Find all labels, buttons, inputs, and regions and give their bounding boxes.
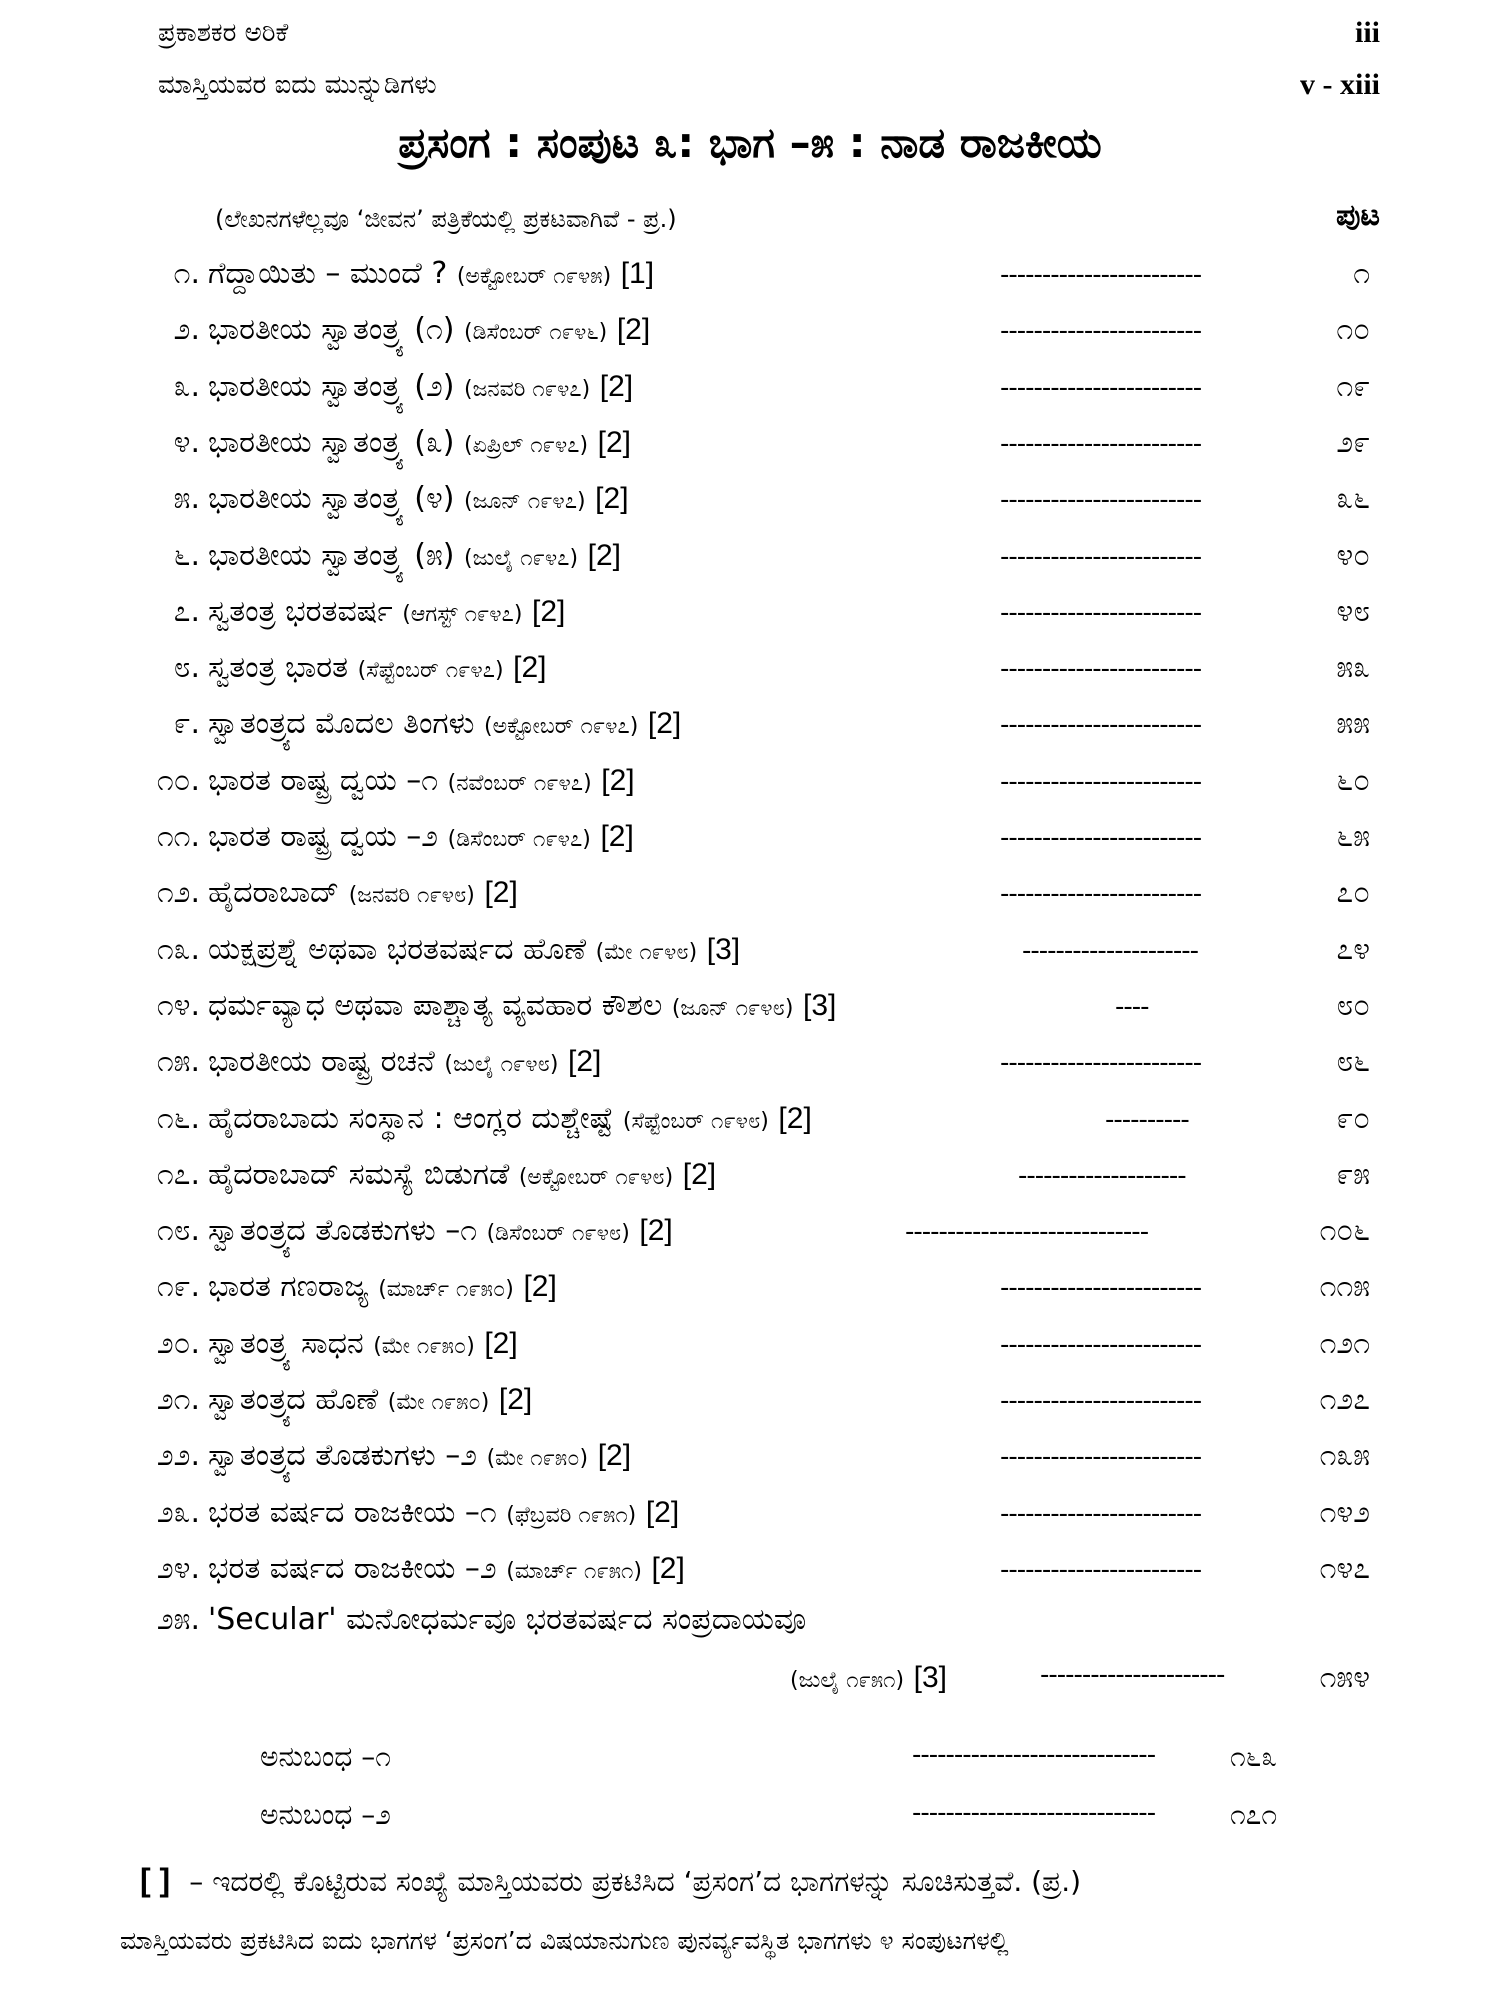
entry-date: (ಅಕ್ಟೋಬರ್ ೧೯೪೮)	[518, 1164, 674, 1190]
entry-title: ಭಾರತ ರಾಷ್ಟ್ರ ದ್ವಯ –೧	[208, 762, 439, 798]
entry-title-line	[208, 1044, 601, 1079]
entry-date: (ಡಿಸೆಂಬರ್ ೧೯೪೬)	[464, 320, 608, 346]
entry-title-line	[208, 256, 654, 291]
entry-title: ಯಕ್ಷಪ್ರಶ್ನೆ ಅಥವಾ ಭರತವರ್ಷದ ಹೊಣೆ	[208, 931, 587, 967]
entry-title: ಸ್ವತಂತ್ರ ಭರತವರ್ಷ	[208, 593, 393, 629]
entry-page: ೧೪೭	[1319, 1550, 1370, 1586]
page-column-heading: ಪುಟ	[1335, 198, 1380, 233]
entry-number: ೨೦.	[156, 1325, 200, 1361]
toc-entry[interactable]	[0, 1438, 1500, 1492]
leader-dashes: ----------------------	[1040, 1660, 1225, 1690]
toc-entry[interactable]	[0, 875, 1500, 929]
entry-page: ೩೬	[1336, 481, 1370, 517]
entry-title: ಭರತ ವರ್ಷದ ರಾಜಕೀಯ –೧	[208, 1494, 497, 1530]
footnote-1	[140, 1862, 1081, 1899]
entry-title-line	[208, 1438, 631, 1473]
entry-title-line	[208, 425, 631, 460]
entry-title-line	[208, 819, 634, 854]
leader-dashes: ----	[1115, 991, 1149, 1022]
toc-entry[interactable]	[0, 1044, 1500, 1098]
toc-entry[interactable]	[0, 1101, 1500, 1155]
source-note: (ಲೇಖನಗಳೆಲ್ಲವೂ ‘ಜೀವನ’ ಪತ್ರಿಕೆಯಲ್ಲಿ ಪ್ರಕಟವಾಗಿವೆ - ಪ್ರ.)	[215, 205, 677, 233]
entry-title-line	[208, 1382, 532, 1417]
entry-number: ೧೮.	[156, 1213, 200, 1249]
entry-date: (ಡಿಸೆಂಬರ್ ೧೯೪೮)	[486, 1221, 630, 1247]
entry-date: (ಏಪ್ರಿಲ್ ೧೯೪೭)	[464, 432, 589, 458]
entry-title-line	[208, 481, 629, 516]
entry-title: ಭಾರತೀಯ ಸ್ವಾತಂತ್ರ್ಯ (೨)	[208, 368, 455, 404]
entry-title-line	[208, 1213, 673, 1248]
entry-date: (ಜುಲೈ ೧೯೪೮)	[444, 1052, 559, 1078]
footnote-text: – ಇದರಲ್ಲಿ ಕೊಟ್ಟಿರುವ ಸಂಖ್ಯೆ ಮಾಸ್ತಿಯವರು ಪ್ರಕಟಿಸಿದ ‘ಪ್ರಸಂಗ’ದ ಭಾಗಗಳನ್ನು ಸೂಚಿಸುತ್ತವೆ. (ಪ್ರ.)	[189, 1865, 1082, 1898]
entry-date: (ಆಗಸ್ಟ್ ೧೯೪೭)	[402, 601, 523, 627]
entry-page: ೭೦	[1336, 875, 1370, 911]
entry-page: ೬೦	[1336, 762, 1370, 798]
entry-title-line	[208, 1101, 812, 1136]
entry-page: ೧೨೧	[1319, 1325, 1370, 1361]
entry-ref: [2]	[523, 1270, 557, 1304]
leader-dashes: ------------------------	[1000, 710, 1202, 741]
entry-page: ೧೦	[1336, 312, 1370, 348]
appendix-label: ಅನುಬಂಧ –೨	[260, 1798, 391, 1831]
entry-date: (ಅಕ್ಟೋಬರ್ ೧೯೪೭)	[483, 714, 639, 740]
leader-dashes: ------------------------	[1000, 1273, 1202, 1304]
leader-dashes: ------------------------	[1000, 1498, 1202, 1529]
entry-title: ಭಾರತೀಯ ಸ್ವಾತಂತ್ರ್ಯ (೩)	[208, 424, 455, 460]
entry-page: ೧೧೫	[1319, 1269, 1370, 1305]
entry-ref: [2]	[682, 1157, 717, 1191]
entry-page: ೧೦೬	[1319, 1213, 1370, 1249]
entry-number: ೧೧.	[156, 819, 200, 854]
leader-dashes: ------------------------	[1000, 372, 1202, 403]
leader-dashes: ------------------------	[1000, 823, 1202, 853]
entry-number: ೨.	[173, 312, 200, 348]
entry-page: ೬೫	[1336, 819, 1370, 854]
entry-title-line	[208, 1326, 518, 1361]
entry-title-line	[208, 650, 546, 685]
entry-title-line	[208, 1495, 679, 1530]
leader-dashes: ------------------------	[1000, 879, 1202, 910]
entry-page: ೫೩	[1336, 650, 1370, 686]
leader-dashes: -----------------------------	[912, 1798, 1156, 1828]
entry-ref: [1]	[620, 257, 655, 290]
leader-dashes: ------------------------	[1000, 1554, 1202, 1585]
entry-number: ೭.	[173, 593, 200, 629]
entry-title-line	[208, 875, 518, 910]
toc-entry[interactable]	[0, 1326, 1500, 1380]
toc-entry[interactable]	[0, 988, 1500, 1042]
entry-ref: [2]	[651, 1551, 685, 1585]
toc-entry[interactable]	[0, 369, 1500, 423]
entry-title-line	[208, 594, 565, 629]
toc-entry[interactable]	[0, 819, 1500, 873]
toc-entry[interactable]	[0, 481, 1500, 535]
entry-date: (ಮೇ ೧೯೫೦)	[387, 1390, 490, 1415]
front-item-label: ಪ್ರಕಾಶಕರ ಅರಿಕೆ	[158, 18, 289, 48]
entry-number: ೨೧.	[156, 1382, 200, 1417]
appendix-page: ೧೬೩	[1230, 1740, 1278, 1773]
leader-dashes: ------------------------	[1000, 316, 1202, 347]
entry-page: ೯೫	[1336, 1156, 1370, 1192]
leader-dashes: ------------------------	[1000, 485, 1202, 516]
entry-number: ೧೭.	[156, 1156, 200, 1192]
entry-title: ಸ್ವಾತಂತ್ರ್ಯ ಸಾಧನ	[208, 1325, 364, 1361]
entry-number: ೧.	[173, 256, 200, 291]
toc-entry[interactable]	[0, 1495, 1500, 1549]
front-item-page: iii	[1354, 16, 1380, 49]
entry-page: ೧	[1353, 256, 1370, 291]
leader-dashes: ----------	[1105, 1104, 1189, 1135]
entry-title: ಭರತ ವರ್ಷದ ರಾಜಕೀಯ –೨	[208, 1550, 497, 1586]
entry-page: ೧೨೭	[1319, 1382, 1370, 1417]
leader-dashes: ------------------------	[1000, 1048, 1202, 1079]
appendix-label: ಅನುಬಂಧ –೧	[260, 1740, 391, 1773]
entry-title: ಹೈದರಾಬಾದು ಸಂಸ್ಥಾನ : ಆಂಗ್ಲರ ದುಶ್ಚೇಷ್ಟೆ	[208, 1100, 614, 1136]
entry-ref: [2]	[647, 707, 682, 741]
entry-date: (ಮೇ ೧೯೫೦)	[486, 1446, 589, 1472]
entry-page: ೨೯	[1336, 424, 1370, 460]
entry-ref: [2]	[513, 651, 547, 685]
entry-title: ಭಾರತೀಯ ಸ್ವಾತಂತ್ರ್ಯ (೫)	[208, 537, 455, 573]
toc-entry[interactable]	[0, 425, 1500, 479]
entry-date: (ಮೇ ೧೯೪೮)	[595, 939, 698, 965]
appendix-page: ೧೭೧	[1230, 1798, 1278, 1831]
entry-date: (ಮೇ ೧೯೫೦)	[373, 1333, 475, 1359]
leader-dashes: ------------------------	[1000, 1386, 1202, 1416]
entry-ref: [2]	[616, 313, 651, 347]
front-item-label: ಮಾಸ್ತಿಯವರ ಐದು ಮುನ್ನುಡಿಗಳು	[158, 70, 437, 100]
entry-title: 'Secular' ಮನೋಧರ್ಮವೂ ಭರತವರ್ಷದ ಸಂಪ್ರದಾಯವೂ	[208, 1602, 807, 1637]
leader-dashes: ------------------------	[1000, 766, 1202, 797]
appendix-row[interactable]	[0, 1740, 1500, 1790]
toc-entry[interactable]	[0, 650, 1500, 704]
entry-page: ೮೦	[1336, 987, 1370, 1023]
entry-number: ೧೫.	[156, 1044, 200, 1080]
entry-title-line	[208, 988, 836, 1023]
entry-ref: [3]	[913, 1661, 947, 1694]
entry-page: ೪೮	[1336, 593, 1370, 629]
entry-date: (ಜನವರಿ ೧೯೪೭)	[464, 376, 591, 402]
entry-number: ೮.	[173, 650, 200, 686]
entry-ref: [2]	[601, 763, 635, 797]
entry-title: ಸ್ವಾತಂತ್ರ್ಯದ ಹೊಣೆ	[208, 1382, 379, 1417]
entry-title: ಧರ್ಮವ್ಯಾಧ ಅಥವಾ ಪಾಶ್ಚಾತ್ಯ ವ್ಯವಹಾರ ಕೌಶಲ	[208, 987, 663, 1023]
entry-ref: [2]	[778, 1101, 812, 1135]
entry-page: ೭೪	[1336, 931, 1370, 967]
entry-title-line	[208, 932, 740, 967]
toc-entry[interactable]	[0, 1269, 1500, 1323]
entry-title: ಸ್ವಾತಂತ್ರ್ಯದ ತೊಡಕುಗಳು –೨	[208, 1438, 478, 1474]
leader-dashes: ------------------------	[1000, 428, 1202, 459]
entry-date: (ಮಾರ್ಚ್ ೧೯೫೧)	[506, 1558, 642, 1584]
leader-dashes: -----------------------------	[912, 1740, 1156, 1770]
toc-entry[interactable]	[0, 1551, 1500, 1605]
toc-entry[interactable]	[0, 538, 1500, 592]
entry-title-line	[208, 538, 621, 573]
entry-date: (ಜನವರಿ ೧೯೪೮)	[348, 883, 475, 909]
toc-entry[interactable]	[0, 1213, 1500, 1267]
entry-number: ೨೨.	[156, 1438, 200, 1474]
leader-dashes: ------------------------	[1000, 654, 1202, 685]
entry-ref: [2]	[484, 876, 518, 910]
toc-entry-25[interactable]	[0, 1602, 1500, 1712]
entry-page: ೧೯	[1336, 368, 1370, 404]
leader-dashes: ------------------------	[1000, 1442, 1202, 1473]
entry-number: ೯.	[173, 706, 200, 742]
entry-title-line	[208, 706, 681, 741]
leader-dashes: ------------------------	[1000, 1329, 1202, 1360]
entry-title-line	[208, 312, 650, 347]
entry-page: ೫೫	[1336, 706, 1370, 742]
entry-date: (ಜೂನ್ ೧೯೪೭)	[464, 489, 586, 515]
appendix-row[interactable]	[0, 1798, 1500, 1848]
leader-dashes: ------------------------	[1000, 260, 1202, 290]
entry-ref: [2]	[484, 1326, 518, 1360]
toc-entry[interactable]	[0, 1382, 1500, 1436]
entry-number: ೧೪.	[156, 987, 200, 1023]
entry-page: ೧೫೪	[1319, 1660, 1370, 1695]
toc-entry[interactable]	[0, 1157, 1500, 1211]
entry-page: ೯೦	[1336, 1100, 1370, 1136]
entry-title: ಗೆದ್ದಾಯಿತು – ಮುಂದೆ ?	[208, 256, 448, 291]
entry-date: (ಜೂನ್ ೧೯೪೮)	[671, 995, 794, 1021]
entry-date: (ನವೆಂಬರ್ ೧೯೪೭)	[447, 770, 592, 796]
entry-title: ಸ್ವತಂತ್ರ ಭಾರತ	[208, 650, 349, 686]
entry-number: ೨೪.	[156, 1550, 200, 1586]
toc-entry[interactable]	[0, 594, 1500, 648]
entry-date: (ಅಕ್ಟೋಬರ್ ೧೯೪೫)	[456, 264, 612, 289]
entry-page: ೧೪೨	[1319, 1494, 1370, 1530]
entry-ref: [2]	[600, 820, 634, 853]
entry-date: (ಸೆಪ್ಟೆಂಬರ್ ೧೯೪೮)	[622, 1108, 769, 1134]
entry-title-line	[208, 1551, 685, 1586]
entry-ref: [2]	[498, 1383, 533, 1416]
toc-entry[interactable]	[0, 763, 1500, 817]
toc-entry[interactable]	[0, 706, 1500, 760]
entry-number: ೬.	[173, 537, 200, 573]
entry-number: ೪.	[173, 424, 200, 460]
leader-dashes: ------------------------	[1000, 541, 1202, 572]
entry-title-line	[208, 763, 635, 798]
entry-title: ಭಾರತ ಗಣರಾಜ್ಯ	[208, 1269, 369, 1305]
entry-page: ೪೦	[1336, 537, 1370, 573]
leader-dashes: -----------------------------	[905, 1217, 1149, 1248]
entry-ref: [2]	[587, 538, 621, 572]
entry-ref: [3]	[803, 988, 837, 1022]
entry-number: ೫.	[173, 481, 200, 517]
entry-date: (ಡಿಸೆಂಬರ್ ೧೯೪೭)	[447, 827, 591, 852]
entry-number: ೧೦.	[156, 762, 200, 798]
entry-date: (ಜುಲೈ ೧೯೫೧)	[790, 1668, 905, 1693]
entry-number: ೨೫.	[156, 1602, 200, 1637]
entry-title: ಸ್ವಾತಂತ್ರ್ಯದ ತೊಡಕುಗಳು –೧	[208, 1213, 478, 1249]
entry-ref: [2]	[645, 1495, 680, 1529]
leader-dashes: ------------------------	[1000, 597, 1202, 628]
entry-title-line	[208, 1269, 557, 1304]
entry-title: ಭಾರತ ರಾಷ್ಟ್ರ ದ್ವಯ –೨	[208, 819, 439, 854]
entry-title: ಹೈದರಾಬಾದ್	[208, 875, 340, 911]
front-item-page: v - xiii	[1300, 68, 1380, 101]
toc-entry[interactable]	[0, 256, 1500, 310]
entry-ref: [2]	[599, 369, 634, 403]
entry-page: ೮೬	[1336, 1044, 1370, 1080]
entry-date: (ಜುಲೈ ೧೯೪೭)	[464, 545, 579, 571]
entry-title: ಭಾರತೀಯ ಸ್ವಾತಂತ್ರ್ಯ (೧)	[208, 312, 455, 348]
page-title: ಪ್ರಸಂಗ : ಸಂಪುಟ ೩: ಭಾಗ –೫ : ನಾಡ ರಾಜಕೀಯ	[398, 118, 1102, 167]
entry-title-line	[208, 369, 633, 404]
toc-entry[interactable]	[0, 312, 1500, 366]
entry-number: ೨೩.	[156, 1494, 200, 1530]
entry-ref: [2]	[597, 1439, 632, 1473]
entry-title: ಹೈದರಾಬಾದ್ ಸಮಸ್ಯೆ ಬಿಡುಗಡೆ	[208, 1156, 510, 1192]
entry-number: ೧೨.	[156, 875, 200, 911]
entry-number: ೧೬.	[156, 1100, 200, 1136]
entry-25-meta	[790, 1660, 947, 1695]
entry-number: ೧೩.	[156, 931, 200, 967]
entry-page: ೧೩೫	[1319, 1438, 1370, 1474]
entry-title-line	[208, 1157, 716, 1192]
footnote-2: ಮಾಸ್ತಿಯವರು ಪ್ರಕಟಿಸಿದ ಐದು ಭಾಗಗಳ ‘ಪ್ರಸಂಗ’ದ ವಿಷಯಾನುಗುಣ ಪುನರ್ವ್ಯವಸ್ಥಿತ ಭಾಗಗಳು ೪ ಸಂಪುಟಗಳಲ್ಲಿ	[120, 1926, 1009, 1955]
entry-title: ಭಾರತೀಯ ಸ್ವಾತಂತ್ರ್ಯ (೪)	[208, 481, 455, 517]
entry-number: ೩.	[173, 368, 200, 404]
entry-ref: [2]	[639, 1214, 673, 1248]
leader-dashes: --------------------	[1018, 1160, 1186, 1191]
entry-ref: [3]	[706, 932, 741, 966]
entry-ref: [2]	[597, 425, 631, 459]
footnote-bracket: [ ]	[140, 1862, 171, 1898]
entry-date: (ಫೆಬ್ರವರಿ ೧೯೫೧)	[506, 1502, 637, 1528]
entry-number: ೧೯.	[156, 1269, 200, 1305]
entry-ref: [2]	[595, 482, 629, 516]
entry-date: (ಮಾರ್ಚ್ ೧೯೫೦)	[378, 1277, 514, 1303]
entry-title: ಭಾರತೀಯ ರಾಷ್ಟ್ರ ರಚನೆ	[208, 1044, 435, 1080]
entry-title: ಸ್ವಾತಂತ್ರ್ಯದ ಮೊದಲ ತಿಂಗಳು	[208, 706, 475, 742]
entry-date: (ಸೆಪ್ಟೆಂಬರ್ ೧೯೪೭)	[357, 658, 504, 684]
entry-ref: [2]	[568, 1045, 602, 1079]
leader-dashes: ---------------------	[1022, 935, 1199, 966]
toc-entry[interactable]	[0, 932, 1500, 986]
entry-ref: [2]	[532, 594, 566, 628]
